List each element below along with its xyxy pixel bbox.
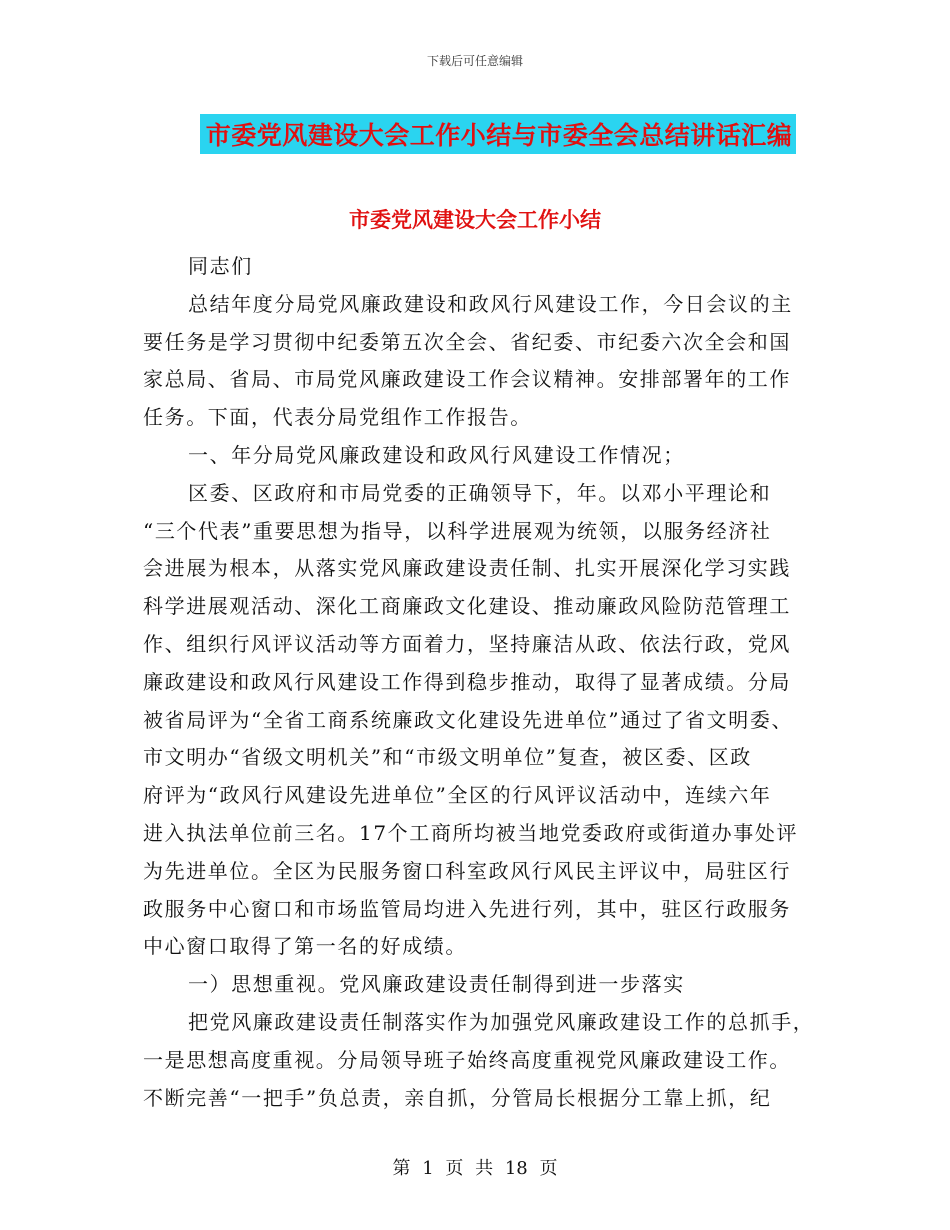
paragraph-line: 中心窗口取得了第一名的好成绩。: [143, 934, 467, 959]
paragraph-line: 会进展为根本，从落实党风廉政建设责任制、扎实开展深化学习实践: [143, 556, 791, 581]
paragraph-line: 总结年度分局党风廉政建设和政风行风建设工作，今日会议的主: [188, 291, 793, 316]
paragraph-line: 家总局、省局、市局党风廉政建设工作会议精神。安排部署年的工作: [143, 367, 791, 392]
paragraph-line: 要任务是学习贯彻中纪委第五次全会、省纪委、市纪委六次全会和国: [143, 329, 791, 354]
paragraph-line: 市文明办“省级文明机关”和“市级文明单位”复查，被区委、区政: [143, 745, 752, 770]
document-body: [143, 248, 815, 1117]
paragraph-line: 科学进展观活动、深化工商廉政文化建设、推动廉政风险防范管理工: [143, 594, 791, 619]
paragraph-line: 政服务中心窗口和市场监管局均进入先进行列，其中，驻区行政服务: [143, 896, 791, 921]
page-header: 下载后可任意编辑: [426, 54, 523, 68]
page-footer: 第 1 页 共 18 页: [392, 1158, 558, 1179]
paragraph-line: 为先进单位。全区为民服务窗口科室政风行风民主评议中，局驻区行: [143, 858, 791, 883]
paragraph-line: 一是思想高度重视。分局领导班子始终高度重视党风廉政建设工作。: [143, 1047, 791, 1072]
paragraph-line: 被省局评为“全省工商系统廉政文化建设先进单位”通过了省文明委、: [143, 707, 794, 732]
paragraph-line: “三个代表”重要思想为指导，以科学进展观为统领，以服务经济社: [143, 518, 772, 543]
paragraph-line: 作、组织行风评议活动等方面着力，坚持廉洁从政、依法行政，党风: [143, 631, 791, 656]
section-heading: 一）思想重视。党风廉政建设责任制得到进一步落实: [188, 972, 685, 997]
paragraph-line: 把党风廉政建设责任制落实作为加强党风廉政建设工作的总抓手，: [188, 1009, 815, 1034]
main-title: 市委党风建设大会工作小结与市委全会总结讲话汇编: [200, 114, 797, 154]
paragraph-line: 廉政建设和政风行风建设工作得到稳步推动，取得了显著成绩。分局: [143, 669, 791, 694]
salutation: 同志们: [188, 254, 253, 278]
paragraph-line: 进入执法单位前三名。17个工商所均被当地党委政府或街道办事处评: [143, 820, 799, 845]
paragraph-line: 区委、区政府和市局党委的正确领导下，年。以邓小平理论和: [188, 480, 772, 505]
main-title-wrap: [0, 114, 950, 154]
paragraph-line: 府评为“政风行风建设先进单位”全区的行风评议活动中，连续六年: [143, 783, 772, 808]
section-title: 市委党风建设大会工作小结: [349, 207, 601, 232]
section-heading: 一、年分局党风廉政建设和政风行风建设工作情况；: [188, 442, 685, 467]
paragraph-line: 不断完善“一把手”负总责，亲自抓，分管局长根据分工靠上抓，纪: [143, 1085, 772, 1110]
paragraph-line: 任务。下面，代表分局党组作工作报告。: [143, 405, 532, 430]
